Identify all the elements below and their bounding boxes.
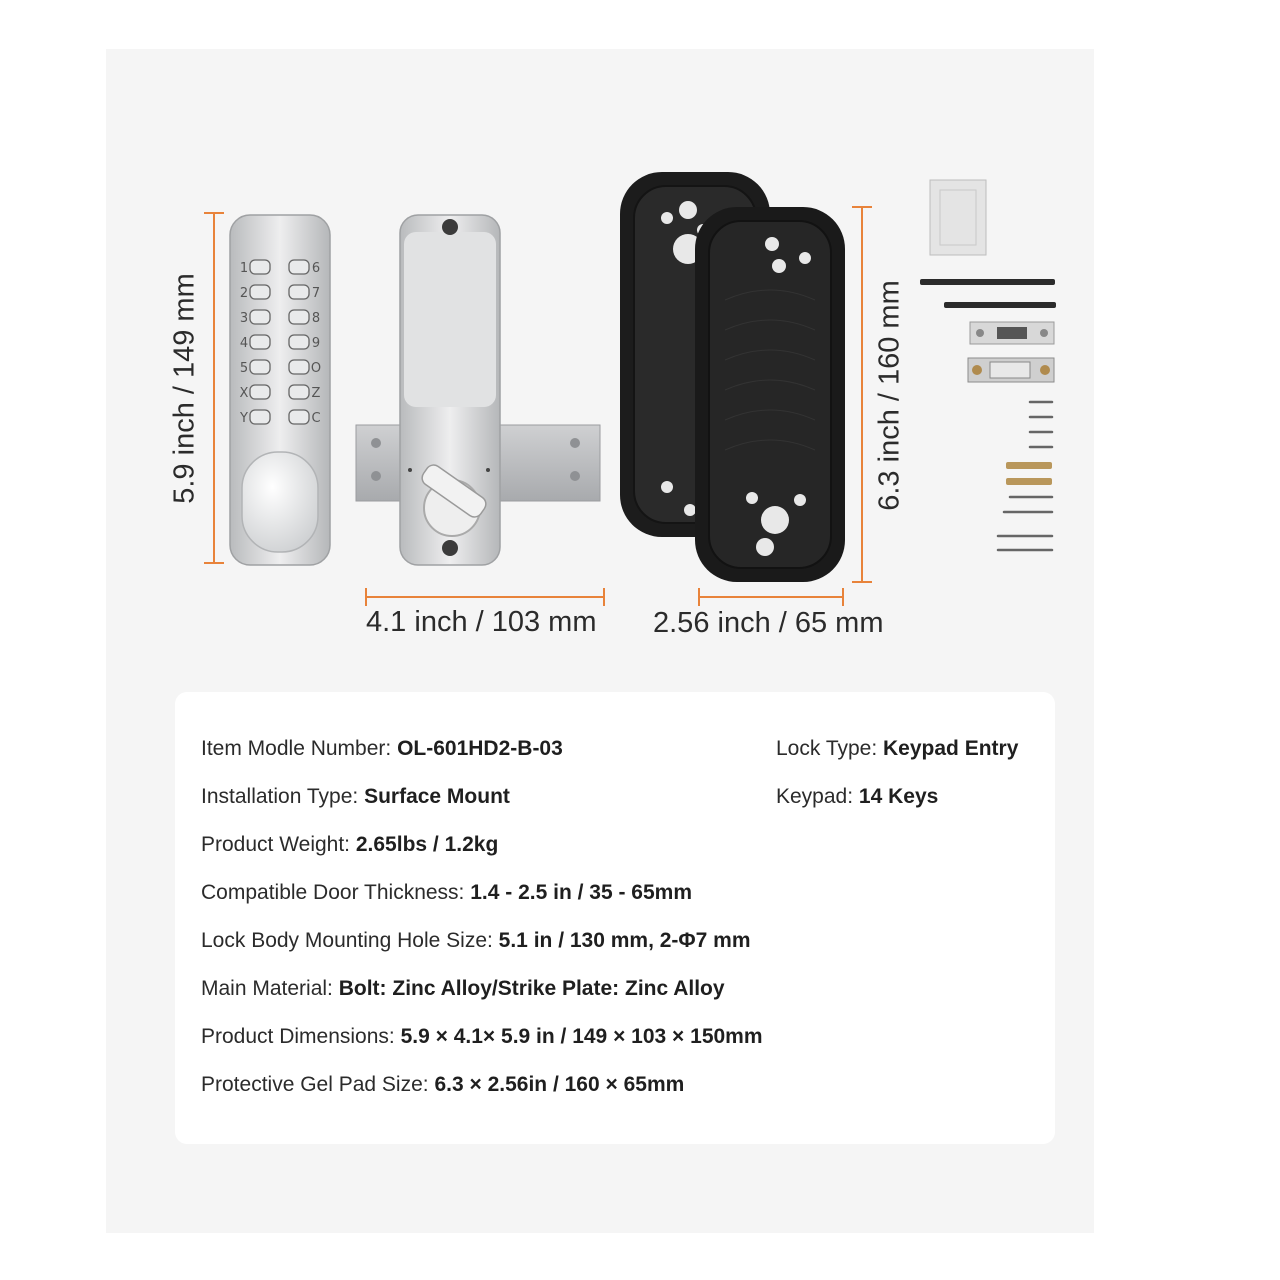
keypad-key-button: [289, 285, 309, 299]
keypad-key-left-5: [240, 360, 270, 376]
keypad-key-right-1: [289, 260, 320, 276]
keypad-key-button: [289, 385, 309, 399]
keypad-key-button: [250, 260, 270, 274]
pad-height-label: 6.3 inch / 160 mm: [873, 280, 906, 511]
keypad-key-button: [250, 410, 270, 424]
spec-value: Keypad Entry: [883, 737, 1019, 760]
keypad-key-label: Z: [311, 386, 321, 401]
keypad-key-left-3: [240, 310, 270, 326]
spec-label: Main Material:: [201, 977, 339, 1000]
spec-value: 1.4 - 2.5 in / 35 - 65mm: [470, 881, 693, 904]
spec-label: Item Modle Number:: [201, 737, 398, 760]
specifications-card: [175, 692, 1055, 1144]
keypad-key-label: 7: [311, 286, 321, 301]
spec-value: 14 Keys: [858, 785, 939, 808]
lock-height-label: 5.9 inch / 149 mm: [168, 273, 201, 504]
gel-pad-front: [695, 207, 845, 582]
spec-gel-pad-size: [201, 1073, 684, 1097]
spec-label: Product Weight:: [201, 833, 356, 856]
keypad-key-button: [250, 310, 270, 324]
keypad-key-label: 9: [311, 336, 321, 351]
keypad-key-right-6: [289, 385, 321, 401]
spec-value: 5.9 × 4.1× 5.9 in / 149 × 103 × 150mm: [400, 1025, 763, 1048]
spec-value: 5.1 in / 130 mm, 2-Φ7 mm: [498, 929, 751, 952]
keypad-key-label: O: [310, 361, 322, 376]
spec-label: Installation Type:: [201, 785, 365, 808]
keypad-key-button: [289, 335, 309, 349]
spec-keypad: [776, 785, 938, 809]
spec-label: Product Dimensions:: [201, 1025, 401, 1048]
spec-door-thickness: [201, 881, 692, 905]
keypad-key-left-2: [240, 285, 270, 301]
keypad-key-right-5: [289, 360, 321, 376]
spec-label: Compatible Door Thickness:: [201, 881, 471, 904]
spec-label: Lock Body Mounting Hole Size:: [201, 929, 499, 952]
spec-label: Lock Type:: [776, 737, 884, 760]
spec-value: Surface Mount: [364, 785, 510, 808]
keypad-key-label: 6: [311, 261, 321, 276]
keypad-key-button: [289, 260, 309, 274]
keypad-key-label: 1: [239, 261, 249, 276]
keypad-key-label: 4: [239, 336, 249, 351]
keypad-key-label: 8: [311, 311, 321, 326]
pad-height-dimension-line: [852, 207, 872, 582]
keypad-key-label: Y: [240, 411, 248, 426]
keypad-key-button: [250, 385, 270, 399]
keypad-key-button: [289, 410, 309, 424]
lock-back-with-bolt: [356, 215, 600, 565]
spec-label: Keypad:: [776, 785, 859, 808]
spec-value: OL-601HD2-B-03: [397, 737, 563, 760]
accessories: [920, 180, 1056, 550]
spec-lock-type: [776, 737, 1018, 761]
keypad-key-button: [289, 360, 309, 374]
keypad-key-button: [250, 335, 270, 349]
spec-value: 6.3 × 2.56in / 160 × 65mm: [434, 1073, 685, 1096]
keypad-lock-front: [230, 215, 330, 565]
keypad-key-label: 3: [239, 311, 249, 326]
keypad-key-label: X: [239, 386, 249, 401]
spec-product-weight: [201, 833, 498, 857]
keypad-key-left-4: [240, 335, 270, 351]
keypad-key-left-1: [240, 260, 270, 276]
keypad-key-right-2: [289, 285, 320, 301]
lock-height-dimension-line: [204, 213, 224, 563]
spec-installation-type: [201, 785, 510, 809]
spec-main-material: [201, 977, 725, 1001]
lock-width-label: 4.1 inch / 103 mm: [366, 606, 597, 638]
lock-width-dimension-line: [366, 588, 604, 606]
spec-value: 2.65lbs / 1.2kg: [355, 833, 499, 856]
keypad-key-right-3: [289, 310, 320, 326]
keypad-key-button: [289, 310, 309, 324]
keypad-key-left-7: [239, 410, 270, 426]
keypad-key-label: 2: [239, 286, 249, 301]
keypad-key-left-6: [240, 385, 270, 401]
keypad-key-button: [250, 360, 270, 374]
spec-mounting-hole-size: [201, 929, 751, 953]
pad-width-dimension-line: [699, 588, 843, 606]
spec-value: Bolt: Zinc Alloy/Strike Plate: Zinc Alloy: [338, 977, 725, 1000]
spec-model-number: [201, 737, 563, 761]
spec-label: Protective Gel Pad Size:: [201, 1073, 435, 1096]
keypad-key-label: C: [311, 411, 321, 426]
keypad-key-right-7: [289, 410, 321, 426]
pad-width-label: 2.56 inch / 65 mm: [653, 607, 884, 639]
spec-product-dimensions: [201, 1025, 763, 1049]
keypad-key-label: 5: [239, 361, 249, 376]
keypad-key-button: [250, 285, 270, 299]
keypad-key-right-4: [289, 335, 320, 351]
